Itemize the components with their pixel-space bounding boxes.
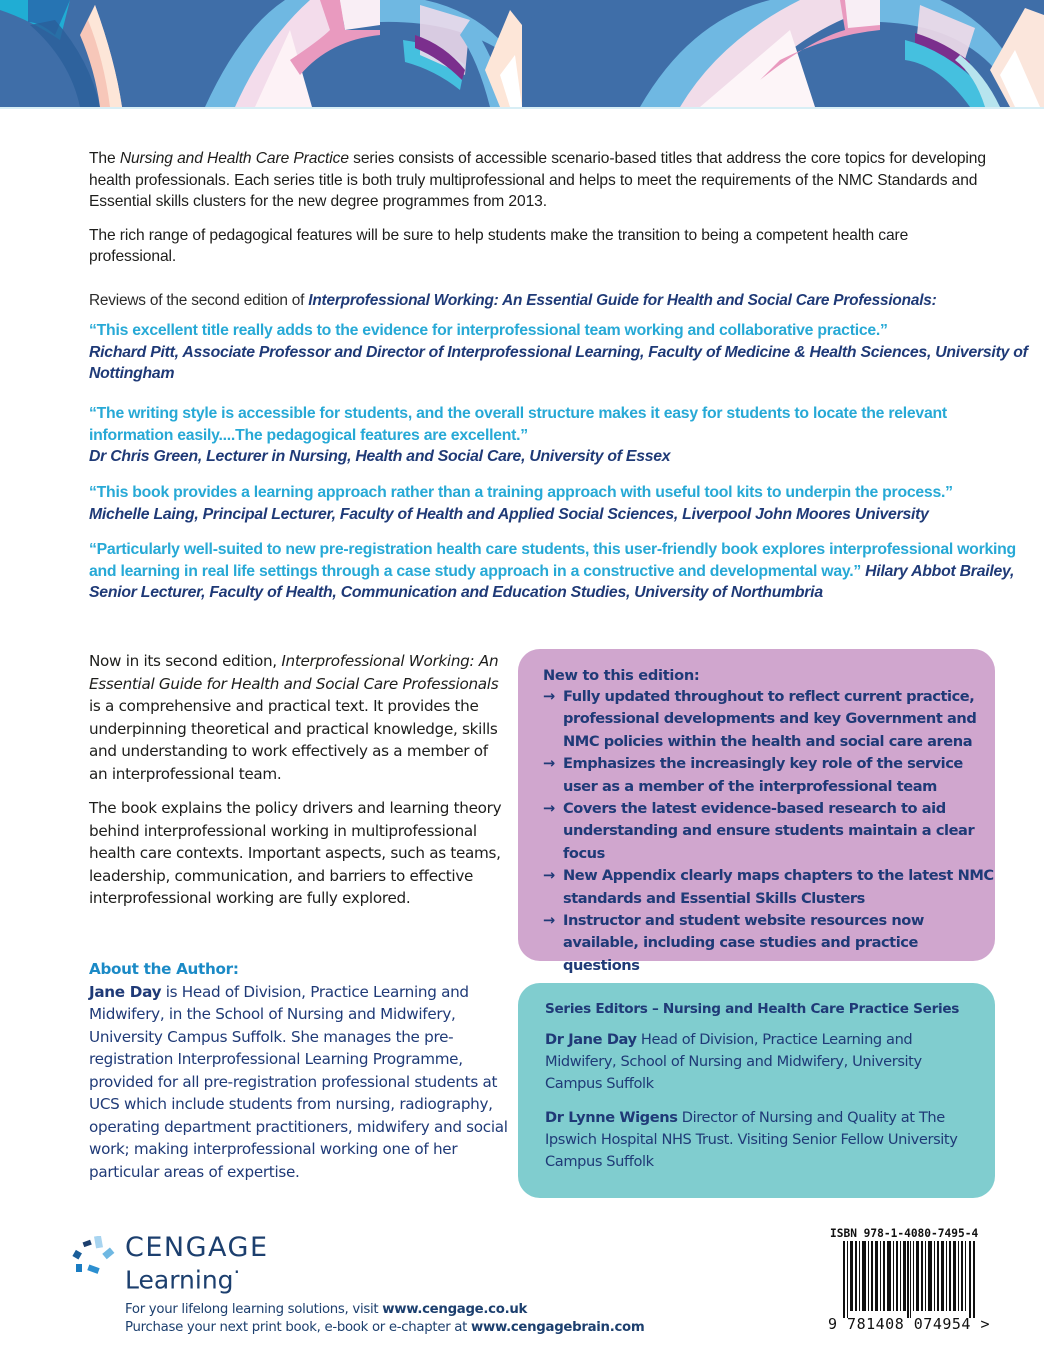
decorative-arcs-icon <box>0 0 1044 107</box>
footer-text: Purchase your next print book, e-book or e-chapter at <box>125 1320 471 1335</box>
intro-paragraph-2: The rich range of pedagogical features will be sure to help students make the transition to being a competent health care professional. <box>89 226 909 265</box>
new-edition-box <box>518 649 995 974</box>
logo-subwordmark <box>125 1260 240 1294</box>
intro-paragraph-1 <box>89 148 989 213</box>
list-item-text: Emphasizes the increasingly key role of the service user as a member of the interprofessional team <box>563 755 963 795</box>
about-author-heading: About the Author: <box>89 960 239 978</box>
review-item <box>89 482 1029 525</box>
author-bio-text: is Head of Division, Practice Learning and Midwifery, in the School of Nursing and Midwifery, University Campus Suffolk. She manages the pre-registration Interprofessional Learning Programme, provided for all pre-registration professional students at UCS which include students from nursing, radiography, operating department practitioners, midwifery and social work; making interprofessional working one of her particular areas of expertise. <box>89 982 508 1181</box>
author-bio <box>89 981 519 1184</box>
barcode-number: 9 781408 074954 > <box>828 1315 991 1333</box>
editor-entry <box>545 1029 965 1095</box>
editor-desc: Head of Division, Practice Learning and Midwifery, School of Nursing and Midwifery, University Campus Suffolk <box>545 1031 922 1092</box>
review-citation: Richard Pitt, Associate Professor and Director of Interprofessional Learning, Faculty of Medicine & Health Sciences, University of Nottingham <box>89 343 1028 382</box>
cengage-logo <box>70 1232 270 1296</box>
publisher-footer <box>125 1301 644 1337</box>
editor-desc: Director of Nursing and Quality at The Ipswich Hospital NHS Trust. Visiting Senior Fellow University Campus Suffolk <box>545 1109 958 1170</box>
review-citation: Hilary Abbot Brailey, Senior Lecturer, Faculty of Health, Communication and Education Studies, University of Northumbria <box>89 562 1015 601</box>
cover-banner <box>0 0 1044 107</box>
banner-divider <box>0 107 1044 109</box>
arrow-right-icon: → <box>543 755 555 773</box>
review-quote: “Particularly well-suited to new pre-registration health care students, this user-friendly book explores interprofessional working and learning in real life settings through a case study approach in a constructive and developmental way.” <box>89 541 1016 580</box>
arrow-right-icon: → <box>543 688 555 705</box>
description-paragraph-2: The book explains the policy drivers and learning theory behind interprofessional working in multiprofessional health care contexts. Important aspects, such as teams, leadership, communication, and barriers to effective interprofessional working are fully explored. <box>89 799 502 907</box>
barcode-icon <box>843 1241 975 1318</box>
book-title: Interprofessional Working: An Essential Guide for Health and Social Care Professionals: <box>308 292 937 309</box>
arrow-right-icon: → <box>543 867 555 885</box>
editor-name: Dr Jane Day <box>545 1031 637 1048</box>
list-item-text: New Appendix clearly maps chapters to the latest NMC standards and Essential Skills Clusters <box>563 867 994 907</box>
description-text: Now in its second edition, <box>89 652 282 670</box>
registered-mark: · <box>233 1260 241 1284</box>
review-citation: Dr Chris Green, Lecturer in Nursing, Health and Social Care, University of Essex <box>89 448 671 465</box>
cengage-link[interactable]: www.cengage.co.uk <box>382 1302 528 1317</box>
logo-wordmark: CENGAGE <box>125 1232 269 1263</box>
footer-line-2 <box>125 1319 644 1337</box>
book-title: Interprofessional Working: An Essential Guide for Health and Social Care Professionals <box>89 652 499 693</box>
list-item-text: Instructor and student website resources now available, including case studies and practice questions <box>563 912 924 974</box>
editor-name: Dr Lynne Wigens <box>545 1109 678 1126</box>
reviews-heading <box>89 292 1019 310</box>
review-item <box>89 539 1029 604</box>
description-paragraph-1 <box>89 650 509 785</box>
series-editors-box <box>518 983 995 1198</box>
arrow-right-icon: → <box>543 912 555 930</box>
list-item <box>543 798 995 865</box>
description-text: is a comprehensive and practical text. It provides the underpinning theoretical and practical knowledge, skills and understanding to work effectively as a member of an interprofessional team. <box>89 697 498 783</box>
series-editors-heading: Series Editors – Nursing and Health Care Practice Series <box>545 1001 960 1017</box>
new-edition-heading: New to this edition: <box>543 667 700 684</box>
list-item <box>543 865 995 910</box>
intro-text: The <box>89 150 120 167</box>
footer-line-1 <box>125 1301 644 1319</box>
author-name: Jane Day <box>89 982 162 1001</box>
list-item-text: Covers the latest evidence-based research to aid understanding and ensure students maintain a clear focus <box>563 800 975 862</box>
review-quote: “The writing style is accessible for students, and the overall structure makes it easy for students to locate the relevant information easily....The pedagogical features are excellent.” <box>89 405 947 444</box>
editor-entry <box>545 1107 965 1173</box>
intro-text: series consists of accessible scenario-based titles that address the core topics for developing health professionals. Each series title is both truly multiprofessional and helps to meet the requirements of the NMC Standards and Essential skills clusters for the new degree programmes from 2013. <box>89 150 986 210</box>
about-author <box>89 958 519 1183</box>
footer-text: For your lifelong learning solutions, visit <box>125 1302 383 1317</box>
list-item <box>543 910 995 977</box>
series-name: Nursing and Health Care Practice <box>119 150 349 167</box>
cengagebrain-link[interactable]: www.cengagebrain.com <box>470 1320 645 1335</box>
review-quote: “This excellent title really adds to the evidence for interprofessional team working and collaborative practice.” <box>89 322 888 339</box>
review-citation: Michelle Laing, Principal Lecturer, Faculty of Health and Applied Social Sciences, Liverpool John Moores University <box>89 505 929 523</box>
new-edition-list <box>543 686 995 977</box>
review-quote: “This book provides a learning approach rather than a training approach with useful tool kits to underpin the process.” <box>89 484 953 501</box>
review-item <box>89 403 1029 468</box>
list-item-text: Fully updated throughout to reflect current practice, professional developments and key Government and NMC policies within the health and social care arena <box>563 688 977 750</box>
list-item <box>543 753 995 798</box>
isbn-label: ISBN 978-1-4080-7495-4 <box>830 1227 979 1240</box>
book-description <box>89 650 509 922</box>
logo-subwordmark-text: Learning <box>125 1265 234 1295</box>
cengage-mark-icon <box>70 1236 120 1286</box>
reviews-heading-text: Reviews of the second edition of <box>89 292 309 309</box>
list-item <box>543 686 995 753</box>
arrow-right-icon: → <box>543 800 555 818</box>
series-intro <box>89 148 989 280</box>
review-item <box>89 320 1029 385</box>
